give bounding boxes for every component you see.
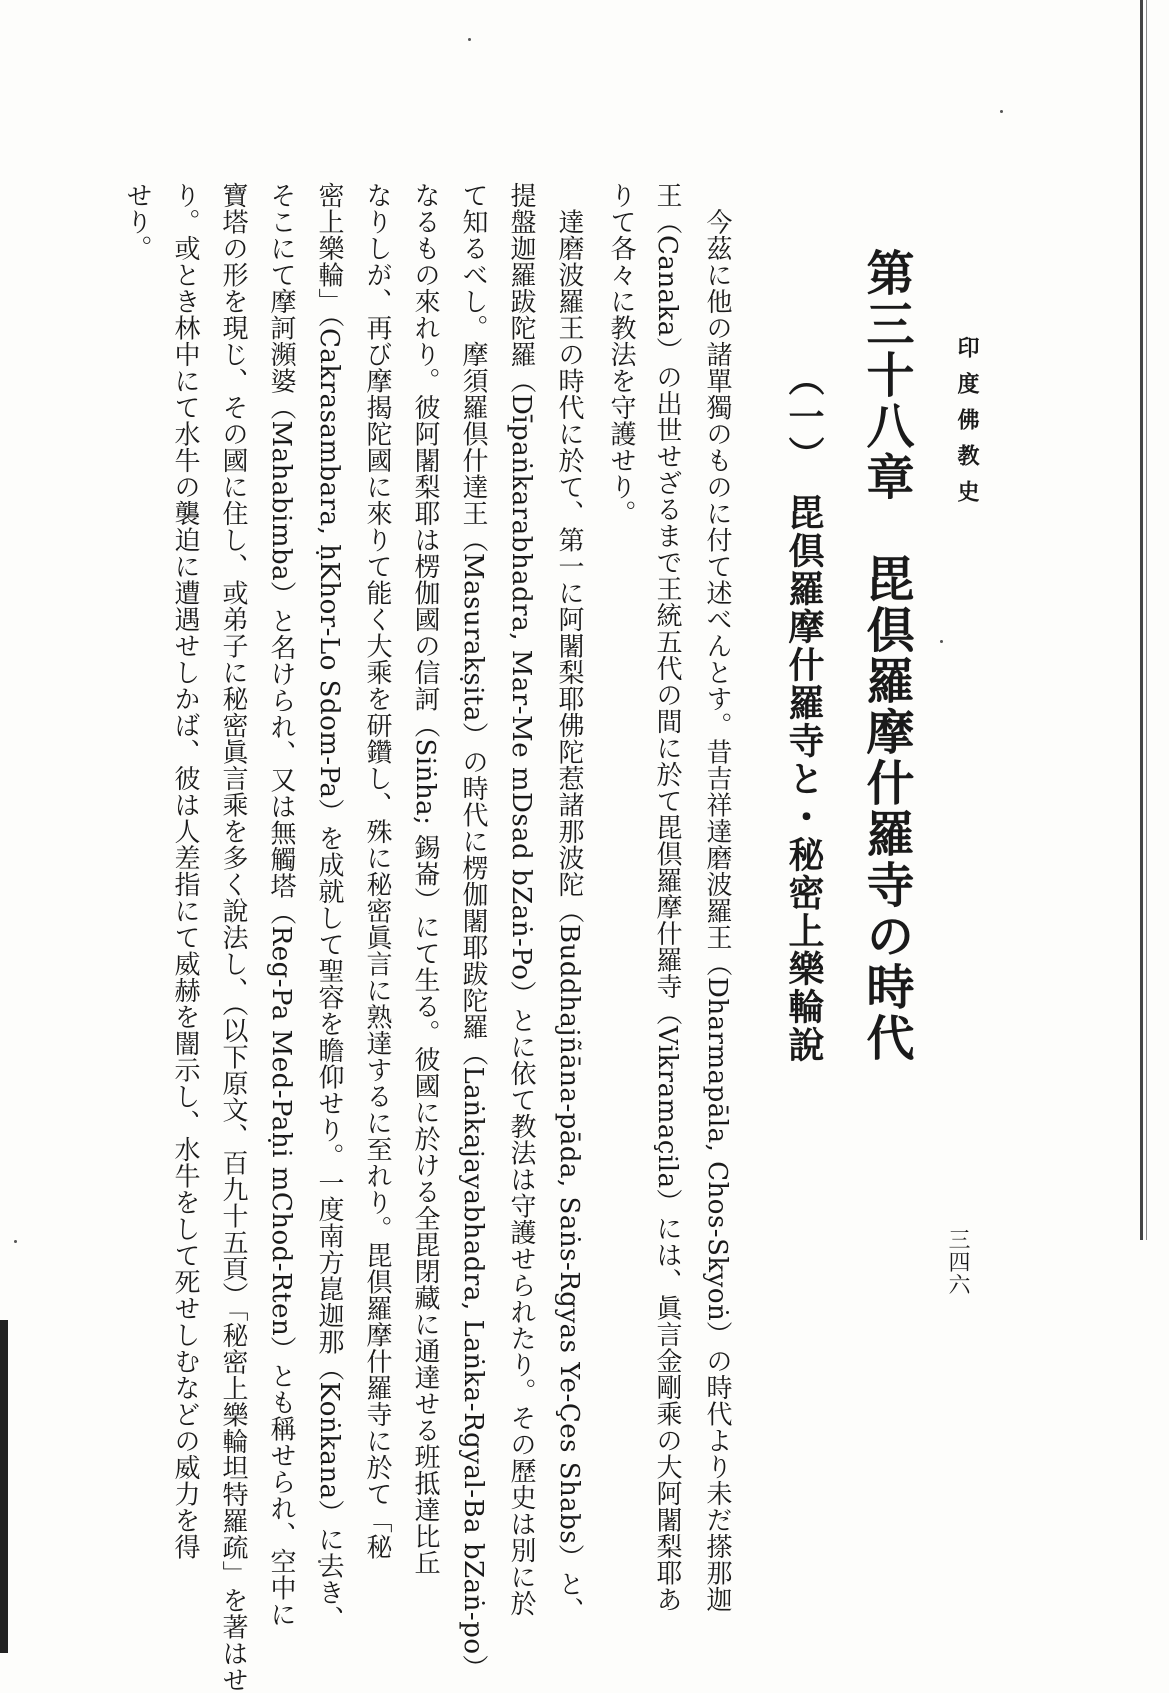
body-line: て知るべし。摩須羅倶什達王（Masurakṣita）の時代に楞伽闍耶跋陀羅（Laṅkajayabhadra, Laṅka-Rgyal-Ba bZaṅ-po） <box>458 182 488 1681</box>
body-line: 王（Canaka）の出世せざるまで王統五代の間に於て毘倶羅摩什羅寺（Vikramaçila）には、眞言金剛乘の大阿闍梨耶あ <box>652 182 682 1613</box>
body-line: 寶塔の形を現じ、その國に住し、或弟子に秘密眞言乘を多く說法し、（以下原文、百九十五頁）「秘密上樂輪坦特羅疏」を著はせ <box>218 182 248 1693</box>
body-line: 今茲に他の諸單獨のものに付て述べんとす。昔吉祥達磨波羅王（Dharmapāla, Chos-Skyoṅ）の時代より未だ搽那迦 <box>702 182 732 1613</box>
running-title: 印度佛教史 <box>954 336 980 516</box>
body-line: 提盤迦羅跋陀羅（Dīpaṅkarabhadra, Mar-Me mDsad bZaṅ-Po）とに依て教法は守護せられたり。その歷史は別に於 <box>506 182 536 1617</box>
scan-speck <box>468 38 471 41</box>
binding-edge-mark <box>0 1320 8 1653</box>
body-line: そこにて摩訶瀕婆（Mahabimba）と名けられ、又は無觸塔（Reg-Pa Med-Paḥi mChod-Rten）とも稱せられ、空中に <box>266 182 296 1628</box>
body-line: せり。 <box>122 182 152 262</box>
body-line: なりしが、再び摩揭陀國に來りて能く大乘を研鑽し、殊に秘密眞言に熟達するに至れり。毘倶羅摩什羅寺に於て「秘 <box>362 182 392 1560</box>
body-line: 密上樂輪」（Cakrasambara, ḥKhor-Lo Sdom-Pa）を成就して聖容を瞻仰せり。一度南方崑迦那（Koṅkana）に去き、 <box>314 182 344 1633</box>
body-line: りて各々に教法を守護せり。 <box>606 182 636 527</box>
section-title: （一） 毘倶羅摩什羅寺と・秘密上樂輪說 <box>783 360 825 1064</box>
scan-speck <box>940 640 943 643</box>
body-line: なるもの來れり。彼阿闍梨耶は楞伽國の信訶（Siṅha; 錫崙）にて生る。彼國に於ける全毘閉藏に通達せる班抵達比丘 <box>410 182 440 1577</box>
page-number: 三四六 <box>945 1228 970 1296</box>
body-line: 達磨波羅王の時代に於て、第一に阿闍梨耶佛陀惹諸那波陀（Buddhajñāna-pāda, Saṅs-Rgyas Ye-Çes Shabs）と、 <box>554 182 584 1624</box>
scan-speck <box>1000 110 1003 113</box>
body-line: り。或とき林中にて水牛の襲迫に遭遇せしかば、彼は人差指にて威赫を闇示し、水牛をして死せしむなどの威力を得 <box>170 182 200 1560</box>
scan-speck <box>14 1240 17 1243</box>
chapter-title: 第三十八章 毘倶羅摩什羅寺の時代 <box>858 248 914 1064</box>
page-edge-rule-thin <box>1146 0 1147 1240</box>
page-edge-rule <box>1140 0 1143 1240</box>
